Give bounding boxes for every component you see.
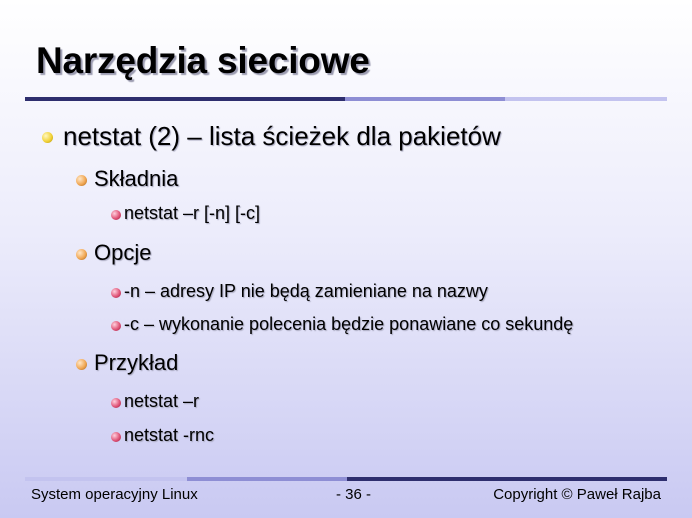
- bullet-level3: netstat -rnc: [124, 425, 215, 445]
- footer-rule-light: [25, 477, 187, 481]
- bullet-level3: -c – wykonanie polecenia będzie ponawiane co sekundę: [124, 314, 574, 334]
- title-rule-dark: [25, 97, 345, 101]
- footer-rule-dark: [347, 477, 667, 481]
- bullet-level3-icon: [111, 321, 121, 331]
- bullet-level3-icon: [111, 432, 121, 442]
- footer-rule-mid: [187, 477, 347, 481]
- bullet-level3-icon: [111, 210, 121, 220]
- slide-title: Narzędzia sieciowe: [36, 40, 370, 81]
- bullet-level3-icon: [111, 398, 121, 408]
- bullet-level2-icon: [76, 359, 87, 370]
- bullet-level2: Składnia: [94, 166, 179, 191]
- footer-left: System operacyjny Linux: [31, 486, 198, 503]
- bullet-level3-icon: [111, 288, 121, 298]
- bullet-level2: Opcje: [94, 240, 152, 265]
- footer-right: Copyright © Paweł Rajba: [493, 486, 661, 503]
- bullet-level3: -n – adresy IP nie będą zamieniane na nazwy: [124, 281, 488, 301]
- title-rule-light: [505, 97, 667, 101]
- title-rule-mid: [345, 97, 505, 101]
- footer-page-number: - 36 -: [336, 486, 372, 503]
- bullet-level1-icon: [42, 132, 53, 143]
- bullet-level3: netstat –r: [124, 391, 200, 411]
- bullet-level2-icon: [76, 175, 87, 186]
- bullet-level2: Przykład: [94, 350, 179, 375]
- bullet-level3: netstat –r [-n] [-c]: [124, 203, 261, 223]
- bullet-level1: netstat (2) – lista ścieżek dla pakietów: [63, 121, 501, 151]
- bullet-level2-icon: [76, 249, 87, 260]
